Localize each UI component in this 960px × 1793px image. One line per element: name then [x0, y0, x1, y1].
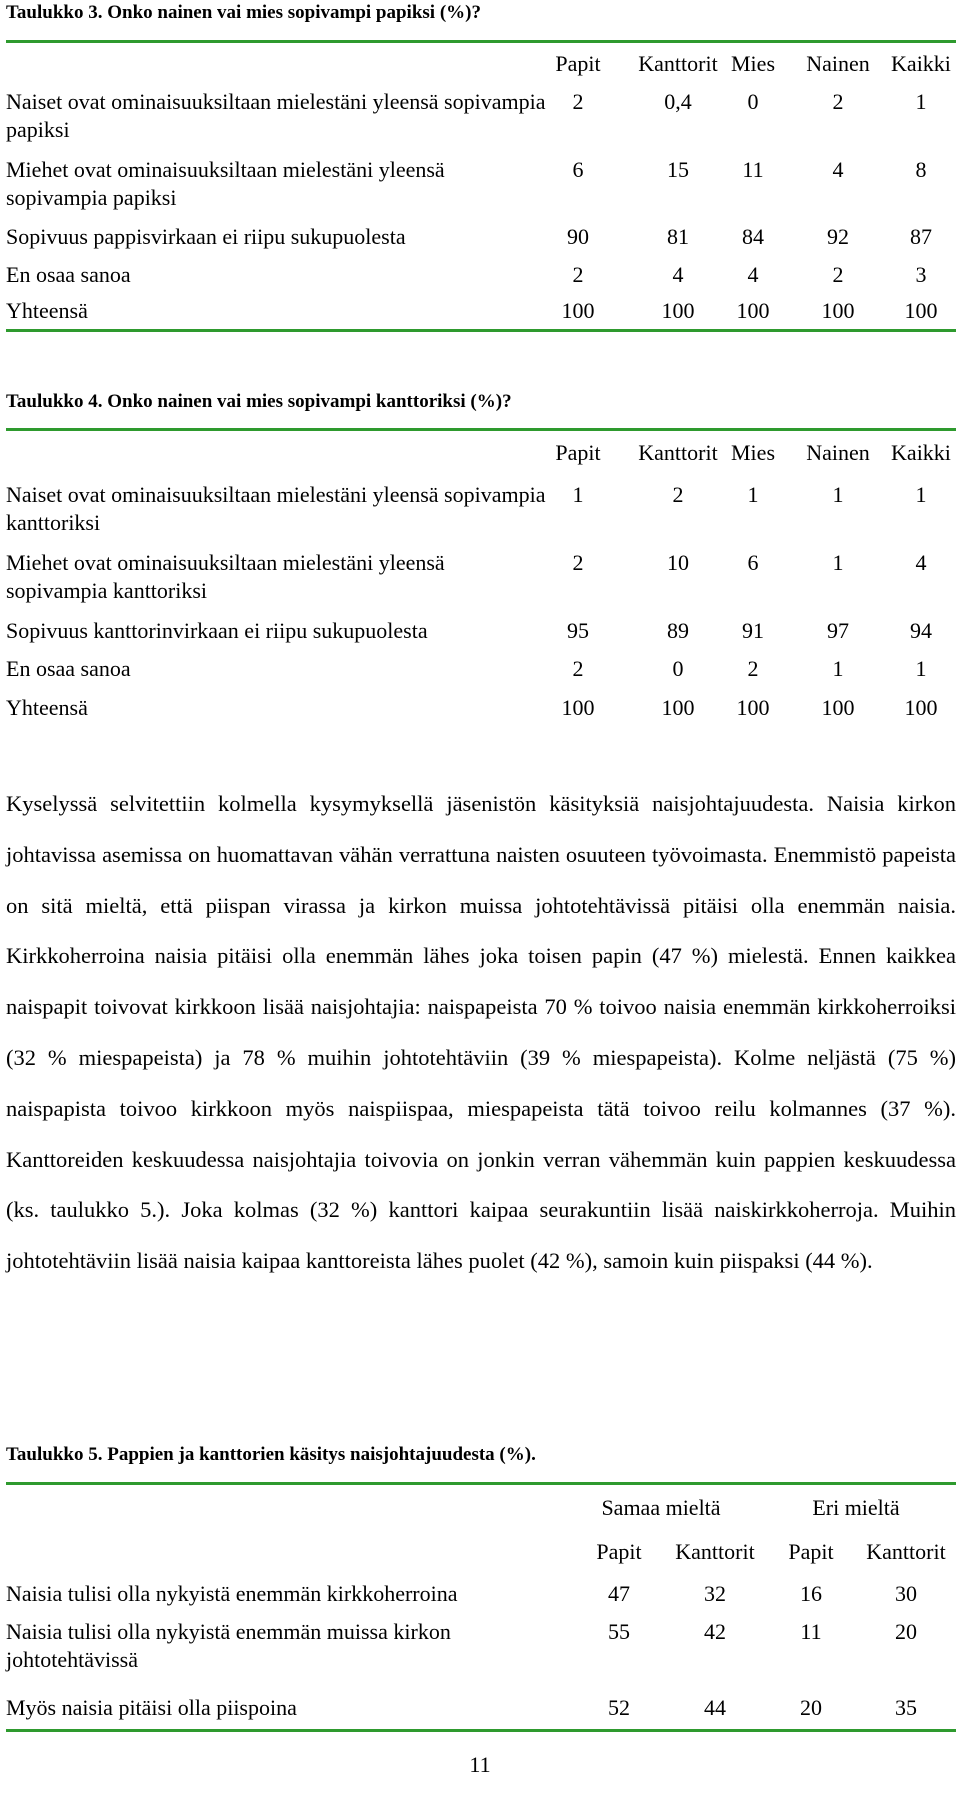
table4-cell: 97 — [827, 618, 849, 643]
table3-row-label: Sopivuus pappisvirkaan ei riipu sukupuolesta — [6, 224, 406, 249]
table4-cell: 1 — [832, 656, 844, 681]
table4-cell: 2 — [747, 656, 759, 681]
table3-bottom-rule — [6, 329, 956, 332]
table3-cell: 11 — [742, 157, 764, 182]
table3-cell: 8 — [915, 157, 927, 182]
table3-cell: 15 — [667, 157, 689, 182]
table4-cell: 0 — [672, 656, 684, 681]
table4-top-rule — [6, 428, 956, 431]
table5-cell: 47 — [608, 1581, 630, 1606]
table4-cell: 1 — [832, 550, 844, 575]
table4-header-papit: Papit — [555, 440, 601, 465]
table5-header-kanttorit: Kanttorit — [675, 1539, 755, 1564]
table3-top-rule — [6, 40, 956, 43]
table4-cell: 100 — [821, 695, 855, 720]
table5-cell: 20 — [895, 1619, 917, 1644]
table4-row-label: Miehet ovat ominaisuuksiltaan mielestäni yleensä sopivampia kanttoriksi — [6, 550, 445, 603]
table4-cell: 2 — [572, 550, 584, 575]
table4-cell: 2 — [672, 482, 684, 507]
table3-cell: 2 — [572, 89, 584, 114]
table3-cell: 81 — [667, 224, 689, 249]
table4-row-label: En osaa sanoa — [6, 656, 131, 681]
table5-header-papit: Papit — [596, 1539, 642, 1564]
table5-cell: 52 — [608, 1695, 630, 1720]
table3-cell: 4 — [832, 157, 844, 182]
table3-header-kaikki: Kaikki — [891, 51, 951, 76]
table5-cell: 44 — [704, 1695, 726, 1720]
table3-cell: 90 — [567, 224, 589, 249]
table5-cell: 16 — [800, 1581, 822, 1606]
table3-row-label: En osaa sanoa — [6, 262, 131, 287]
table3-row-label: Naiset ovat ominaisuuksiltaan mielestäni yleensä sopivampia papiksi — [6, 89, 546, 142]
table4-cell: 100 — [561, 695, 595, 720]
table5-cell: 30 — [895, 1581, 917, 1606]
table4-header-kanttorit: Kanttorit — [638, 440, 718, 465]
table5-group-header-eri: Eri mieltä — [812, 1495, 900, 1520]
table4-row-label: Yhteensä — [6, 695, 88, 720]
table3-cell: 100 — [661, 298, 695, 323]
table5-cell: 35 — [895, 1695, 917, 1720]
table3-row-label: Yhteensä — [6, 298, 88, 323]
table3-cell: 2 — [832, 89, 844, 114]
table5-cell: 55 — [608, 1619, 630, 1644]
table4-cell: 10 — [667, 550, 689, 575]
table3-cell: 4 — [672, 262, 684, 287]
table5-cell: 20 — [800, 1695, 822, 1720]
table5-cell: 11 — [800, 1619, 822, 1644]
table3-cell: 2 — [832, 262, 844, 287]
table4-header-kaikki: Kaikki — [891, 440, 951, 465]
table4-cell: 89 — [667, 618, 689, 643]
body-paragraph: Kyselyssä selvitettiin kolmella kysymyksellä jäsenistön käsityksiä naisjohtajuudesta. Naisia kirkon johtavissa asemissa on huomattavan vähän verrattuna naisten osuuteen työvoimasta. Enemmistö papeista on sitä mieltä, että piispan virassa ja kirkon muissa johtotehtävissä pitäisi olla enemmän naisia. Kirkkoherroina naisia pitäisi olla enemmän lähes joka toisen papin (47 %) mielestä. Ennen kaikkea naispapit toivovat kirkkoon lisää naisjohtajia: naispapeista 70 % toivoo naisia enemmän kirkkoherroiksi (32 % miespapeista) ja 78 % muihin johtotehtäviin (39 % miespapeista). Kolme neljästä (75 %) naispapista toivoo kirkkoon myös naispiispaa, miespapeista tätä toivoo reilu kolmannes (37 %). Kanttoreiden keskuudessa naisjohtajia toivovia on jonkin verran vähemmän kuin pappien keskuudessa (ks. taulukko 5.). Joka kolmas (32 %) kanttori kaipaa seurakuntiin lisää naiskirkkoherroja. Muihin johtotehtäviin lisää naisia kaipaa kanttoreista lähes puolet (42 %), samoin kuin piispaksi (44 %). — [6, 791, 956, 1274]
table3-cell: 3 — [915, 262, 927, 287]
table3-cell: 0,4 — [664, 89, 692, 114]
table3-header-mies: Mies — [731, 51, 775, 76]
table4-cell: 100 — [736, 695, 770, 720]
table3-cell: 84 — [742, 224, 764, 249]
table5-caption: Taulukko 5. Pappien ja kanttorien käsitys naisjohtajuudesta (%). — [6, 1444, 536, 1465]
table3-cell: 100 — [904, 298, 938, 323]
table5-header-papit: Papit — [788, 1539, 834, 1564]
table5-cell: 42 — [704, 1619, 726, 1644]
table3-cell: 1 — [915, 89, 927, 114]
table3-cell: 2 — [572, 262, 584, 287]
table4-header-mies: Mies — [731, 440, 775, 465]
table4-caption: Taulukko 4. Onko nainen vai mies sopivampi kanttoriksi (%)? — [6, 391, 512, 412]
table4-cell: 100 — [904, 695, 938, 720]
table3-header-papit: Papit — [555, 51, 601, 76]
table5-row-label: Naisia tulisi olla nykyistä enemmän kirkkoherroina — [6, 1581, 458, 1606]
table4-cell: 91 — [742, 618, 764, 643]
table3-cell: 6 — [572, 157, 584, 182]
table5-header-kanttorit: Kanttorit — [866, 1539, 946, 1564]
table5-row-label: Naisia tulisi olla nykyistä enemmän muissa kirkon johtotehtävissä — [6, 1619, 451, 1672]
table4-cell: 1 — [915, 482, 927, 507]
table3-row-label: Miehet ovat ominaisuuksiltaan mielestäni yleensä sopivampia papiksi — [6, 157, 445, 210]
table3-cell: 100 — [561, 298, 595, 323]
table4-header-nainen: Nainen — [806, 440, 870, 465]
table4-cell: 1 — [572, 482, 584, 507]
table3-caption: Taulukko 3. Onko nainen vai mies sopivampi papiksi (%)? — [6, 2, 481, 23]
table3-header-nainen: Nainen — [806, 51, 870, 76]
table3-header-kanttorit: Kanttorit — [638, 51, 718, 76]
table3-cell: 4 — [747, 262, 759, 287]
table5-bottom-rule — [6, 1729, 956, 1732]
table4-cell: 2 — [572, 656, 584, 681]
table4-row-label: Sopivuus kanttorinvirkaan ei riipu sukupuolesta — [6, 618, 428, 643]
table4-cell: 1 — [832, 482, 844, 507]
table5-cell: 32 — [704, 1581, 726, 1606]
table4-cell: 6 — [747, 550, 759, 575]
table3-cell: 0 — [747, 89, 759, 114]
table3-cell: 87 — [910, 224, 932, 249]
table5-group-header-samaa: Samaa mieltä — [601, 1495, 721, 1520]
table3-cell: 100 — [736, 298, 770, 323]
table4-cell: 4 — [915, 550, 927, 575]
table4-row-label: Naiset ovat ominaisuuksiltaan mielestäni yleensä sopivampia kanttoriksi — [6, 482, 546, 535]
table4-cell: 94 — [910, 618, 932, 643]
page-number: 11 — [469, 1752, 491, 1777]
table3-cell: 92 — [827, 224, 849, 249]
table4-cell: 95 — [567, 618, 589, 643]
table5-top-rule — [6, 1482, 956, 1485]
table3-cell: 100 — [821, 298, 855, 323]
table4-cell: 1 — [915, 656, 927, 681]
table4-cell: 100 — [661, 695, 695, 720]
table5-row-label: Myös naisia pitäisi olla piispoina — [6, 1695, 297, 1720]
table4-cell: 1 — [747, 482, 759, 507]
